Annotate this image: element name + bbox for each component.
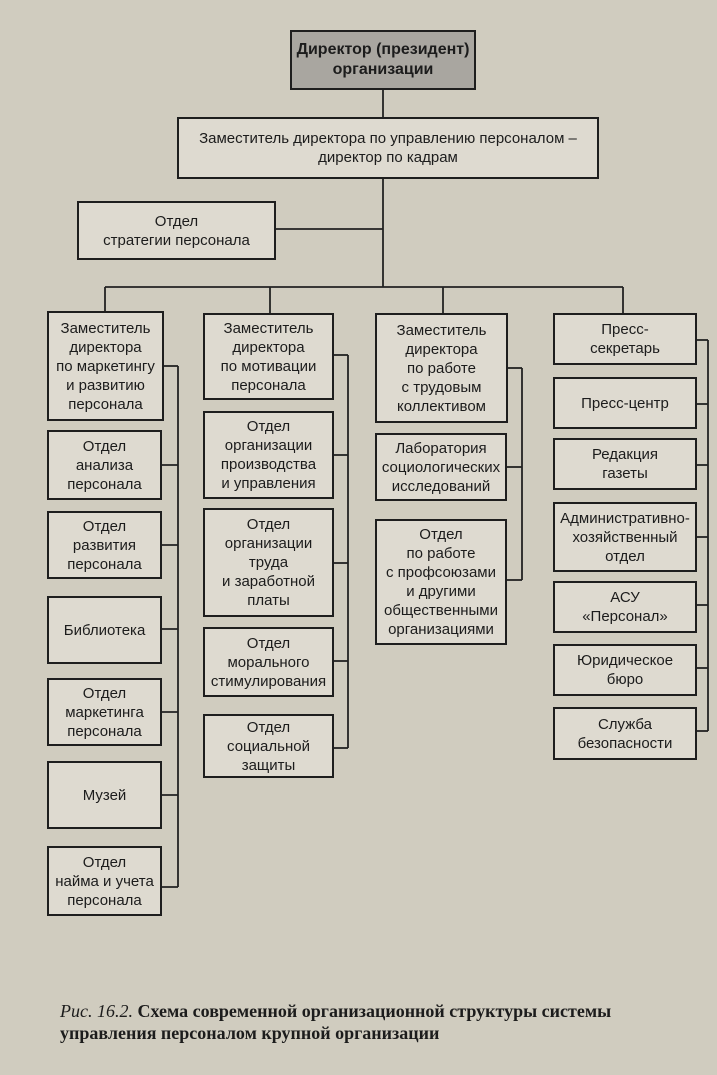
col4-item-press-center: Пресс-центр — [553, 377, 697, 429]
col4-item-asu: АСУ «Персонал» — [553, 581, 697, 633]
deputy-marketing-box: Заместитель директора по маркетингу и развитию персонала — [47, 311, 164, 421]
col1-item-marketing: Отдел маркетинга персонала — [47, 678, 162, 746]
col1-item-development: Отдел развития персонала — [47, 511, 162, 579]
strategy-dept-box: Отдел стратегии персонала — [77, 201, 276, 260]
col4-item-legal: Юридическое бюро — [553, 644, 697, 696]
col1-item-library: Библиотека — [47, 596, 162, 664]
col3-item-unions: Отдел по работе с профсоюзами и другими общественными организациями — [375, 519, 507, 645]
press-secretary-box: Пресс- секретарь — [553, 313, 697, 365]
deputy-collective-box: Заместитель директора по работе с трудовым коллективом — [375, 313, 508, 423]
col4-item-security: Служба безопасности — [553, 707, 697, 760]
deputy-motivation-box: Заместитель директора по мотивации персонала — [203, 313, 334, 400]
figure-caption — [60, 1000, 700, 1044]
col1-item-hiring: Отдел найма и учета персонала — [47, 846, 162, 916]
figure-number: Рис. 16.2. — [60, 1001, 133, 1021]
director-box: Директор (президент) организации — [290, 30, 476, 90]
col2-item-social: Отдел социальной защиты — [203, 714, 334, 778]
col4-item-admin: Административно- хозяйственный отдел — [553, 502, 697, 572]
col2-item-labor: Отдел организации труда и заработной платы — [203, 508, 334, 617]
col2-item-moral: Отдел морального стимулирования — [203, 627, 334, 697]
col2-item-production: Отдел организации производства и управления — [203, 411, 334, 499]
col4-item-newspaper: Редакция газеты — [553, 438, 697, 490]
col1-item-analysis: Отдел анализа персонала — [47, 430, 162, 500]
figure-title: Схема современной организационной структуры системы управления персоналом крупной организации — [60, 1001, 612, 1043]
hr-deputy-box: Заместитель директора по управлению персоналом – директор по кадрам — [177, 117, 599, 179]
col3-item-laboratory: Лаборатория социологических исследований — [375, 433, 507, 501]
col1-item-museum: Музей — [47, 761, 162, 829]
